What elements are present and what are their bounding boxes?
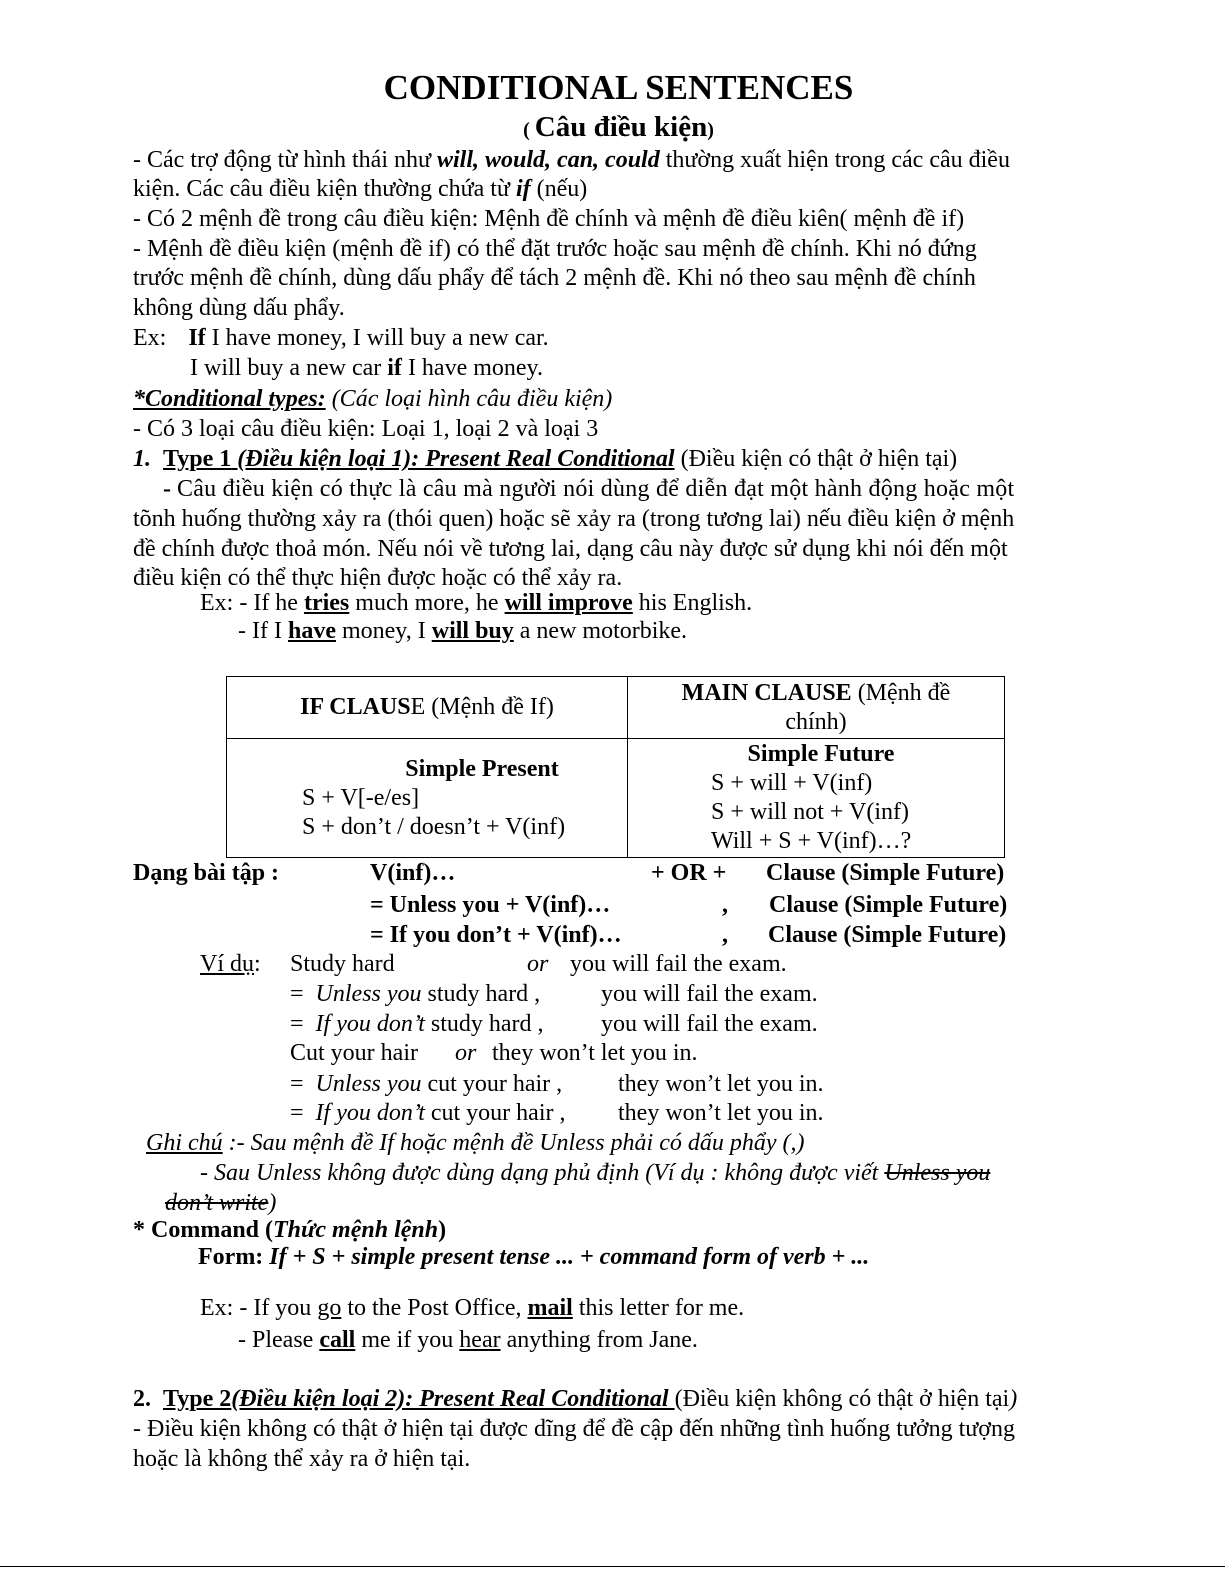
main-clause-header: MAIN CLAUSE (Mệnh đề chính) — [628, 677, 1005, 739]
type1-example: Ex: - If he tries much more, he will improve his English. — [200, 590, 753, 616]
intro-line: không dùng dấu phẩy. — [133, 295, 345, 321]
vidu-line: or — [527, 951, 549, 977]
vidu-line: they won’t let you in. — [618, 1071, 824, 1097]
intro-line: trước mệnh đề chính, dùng dấu phẩy để tách 2 mệnh đề. Khi nó theo sau mệnh đề chính — [133, 265, 976, 291]
type1-paragraph: điều kiện có thể thực hiện được hoặc có thể xảy ra. — [133, 565, 623, 591]
command-example: Ex: - If you go to the Post Office, mail this letter for me. — [200, 1295, 745, 1321]
vidu-line: they won’t let you in. — [618, 1100, 824, 1126]
note-line: - Sau Unless không được dùng dạng phủ định (Ví dụ : không được viết Unless you — [200, 1160, 991, 1186]
vidu-label: Ví dụ: — [200, 951, 261, 977]
exercise-row: , — [722, 922, 728, 948]
intro-line: kiện. Các câu điều kiện thường chứa từ if (nếu) — [133, 176, 588, 202]
vidu-line: Cut your hair — [290, 1040, 418, 1066]
main-clause-cell: Simple Future S + will + V(inf) S + will not + V(inf) Will + S + V(inf)…? — [628, 739, 1005, 858]
vidu-line: you will fail the exam. — [570, 951, 787, 977]
vidu-line: = If you don’t cut your hair , — [290, 1100, 566, 1126]
command-example: - Please call me if you hear anything from Jane. — [238, 1327, 698, 1353]
type1-heading: 1. Type 1 (Điều kiện loại 1): Present Real Conditional (Điều kiện có thật ở hiện tại) — [133, 446, 958, 472]
vidu-line: Study hard — [290, 951, 395, 977]
conditional-table — [226, 676, 1005, 858]
type2-paragraph: - Điều kiện không có thật ở hiện tại được dĩng để đề cập đến những tình huống tưởng tượng — [133, 1416, 1015, 1442]
intro-line: - Có 2 mệnh đề trong câu điều kiện: Mệnh đề chính và mệnh đề điều kiên( mệnh đề if) — [133, 206, 965, 232]
exercise-row: Clause (Simple Future) — [769, 892, 1008, 918]
if-clause-cell: Simple Present S + V[-e/es] S + don’t / doesn’t + V(inf) — [227, 739, 628, 858]
note-line: Ghi chú :- Sau mệnh đề If hoặc mệnh đề Unless phải có dấu phẩy (,) — [146, 1130, 805, 1156]
exercise-row: V(inf)… — [370, 860, 456, 886]
intro-line: - Mệnh đề điều kiện (mệnh đề if) có thể đặt trước hoặc sau mệnh đề chính. Khi nó đứng — [133, 236, 977, 262]
command-heading: * Command (Thức mệnh lệnh) — [133, 1217, 447, 1243]
type1-example: - If I have money, I will buy a new motorbike. — [238, 618, 688, 644]
if-clause-header: IF CLAUSE (Mệnh đề If) — [227, 677, 628, 739]
exercise-row: + OR + — [651, 860, 727, 886]
vidu-line: = If you don’t study hard , — [290, 1011, 544, 1037]
vidu-line: you will fail the exam. — [601, 1011, 818, 1037]
exercise-row: , — [722, 892, 728, 918]
type2-heading: 2. Type 2(Điều kiện loại 2): Present Real Conditional (Điều kiện không có thật ở hiện tại) — [133, 1386, 1018, 1412]
exercise-label: Dạng bài tập : — [133, 860, 280, 886]
exercise-row: = If you don’t + V(inf)… — [370, 922, 622, 948]
types-line: - Có 3 loại câu điều kiện: Loại 1, loại 2 và loại 3 — [133, 416, 599, 442]
page-edge-rule — [0, 1566, 1225, 1567]
vidu-line: you will fail the exam. — [601, 981, 818, 1007]
vidu-line: they won’t let you in. — [492, 1040, 698, 1066]
page-title: CONDITIONAL SENTENCES — [383, 68, 854, 107]
type1-paragraph: đề chính được thoả món. Nếu nói về tương lai, dạng câu này được sử dụng khi nói đến một — [133, 536, 1008, 562]
type2-paragraph: hoặc là không thể xảy ra ở hiện tại. — [133, 1446, 471, 1472]
note-line: don’t write) — [165, 1190, 277, 1216]
example-line: Ex: If I have money, I will buy a new car. — [133, 325, 549, 351]
vidu-line: = Unless you study hard , — [290, 981, 541, 1007]
exercise-row: Clause (Simple Future) — [766, 860, 1005, 886]
exercise-row: = Unless you + V(inf)… — [370, 892, 611, 918]
command-form: Form: If + S + simple present tense ... + command form of verb + ... — [198, 1244, 870, 1270]
intro-line: - Các trợ động từ hình thái như will, would, can, could thường xuất hiện trong các câu điều — [133, 147, 1010, 173]
vidu-line: or — [455, 1040, 477, 1066]
vidu-line: = Unless you cut your hair , — [290, 1071, 563, 1097]
type1-paragraph: - Câu điều kiện có thực là câu mà người nói dùng để diễn đạt một hành động hoặc một — [163, 476, 1015, 502]
exercise-row: Clause (Simple Future) — [768, 922, 1007, 948]
section-heading: *Conditional types: (Các loại hình câu điều kiện) — [133, 386, 613, 412]
type1-paragraph: tõnh huống thường xảy ra (thói quen) hoặc sẽ xảy ra (trong tương lai) nếu điều kiện ở mệnh — [133, 506, 1015, 532]
page-subtitle: ( Câu điều kiện) — [523, 111, 714, 143]
example-line: I will buy a new car if I have money. — [190, 355, 543, 381]
